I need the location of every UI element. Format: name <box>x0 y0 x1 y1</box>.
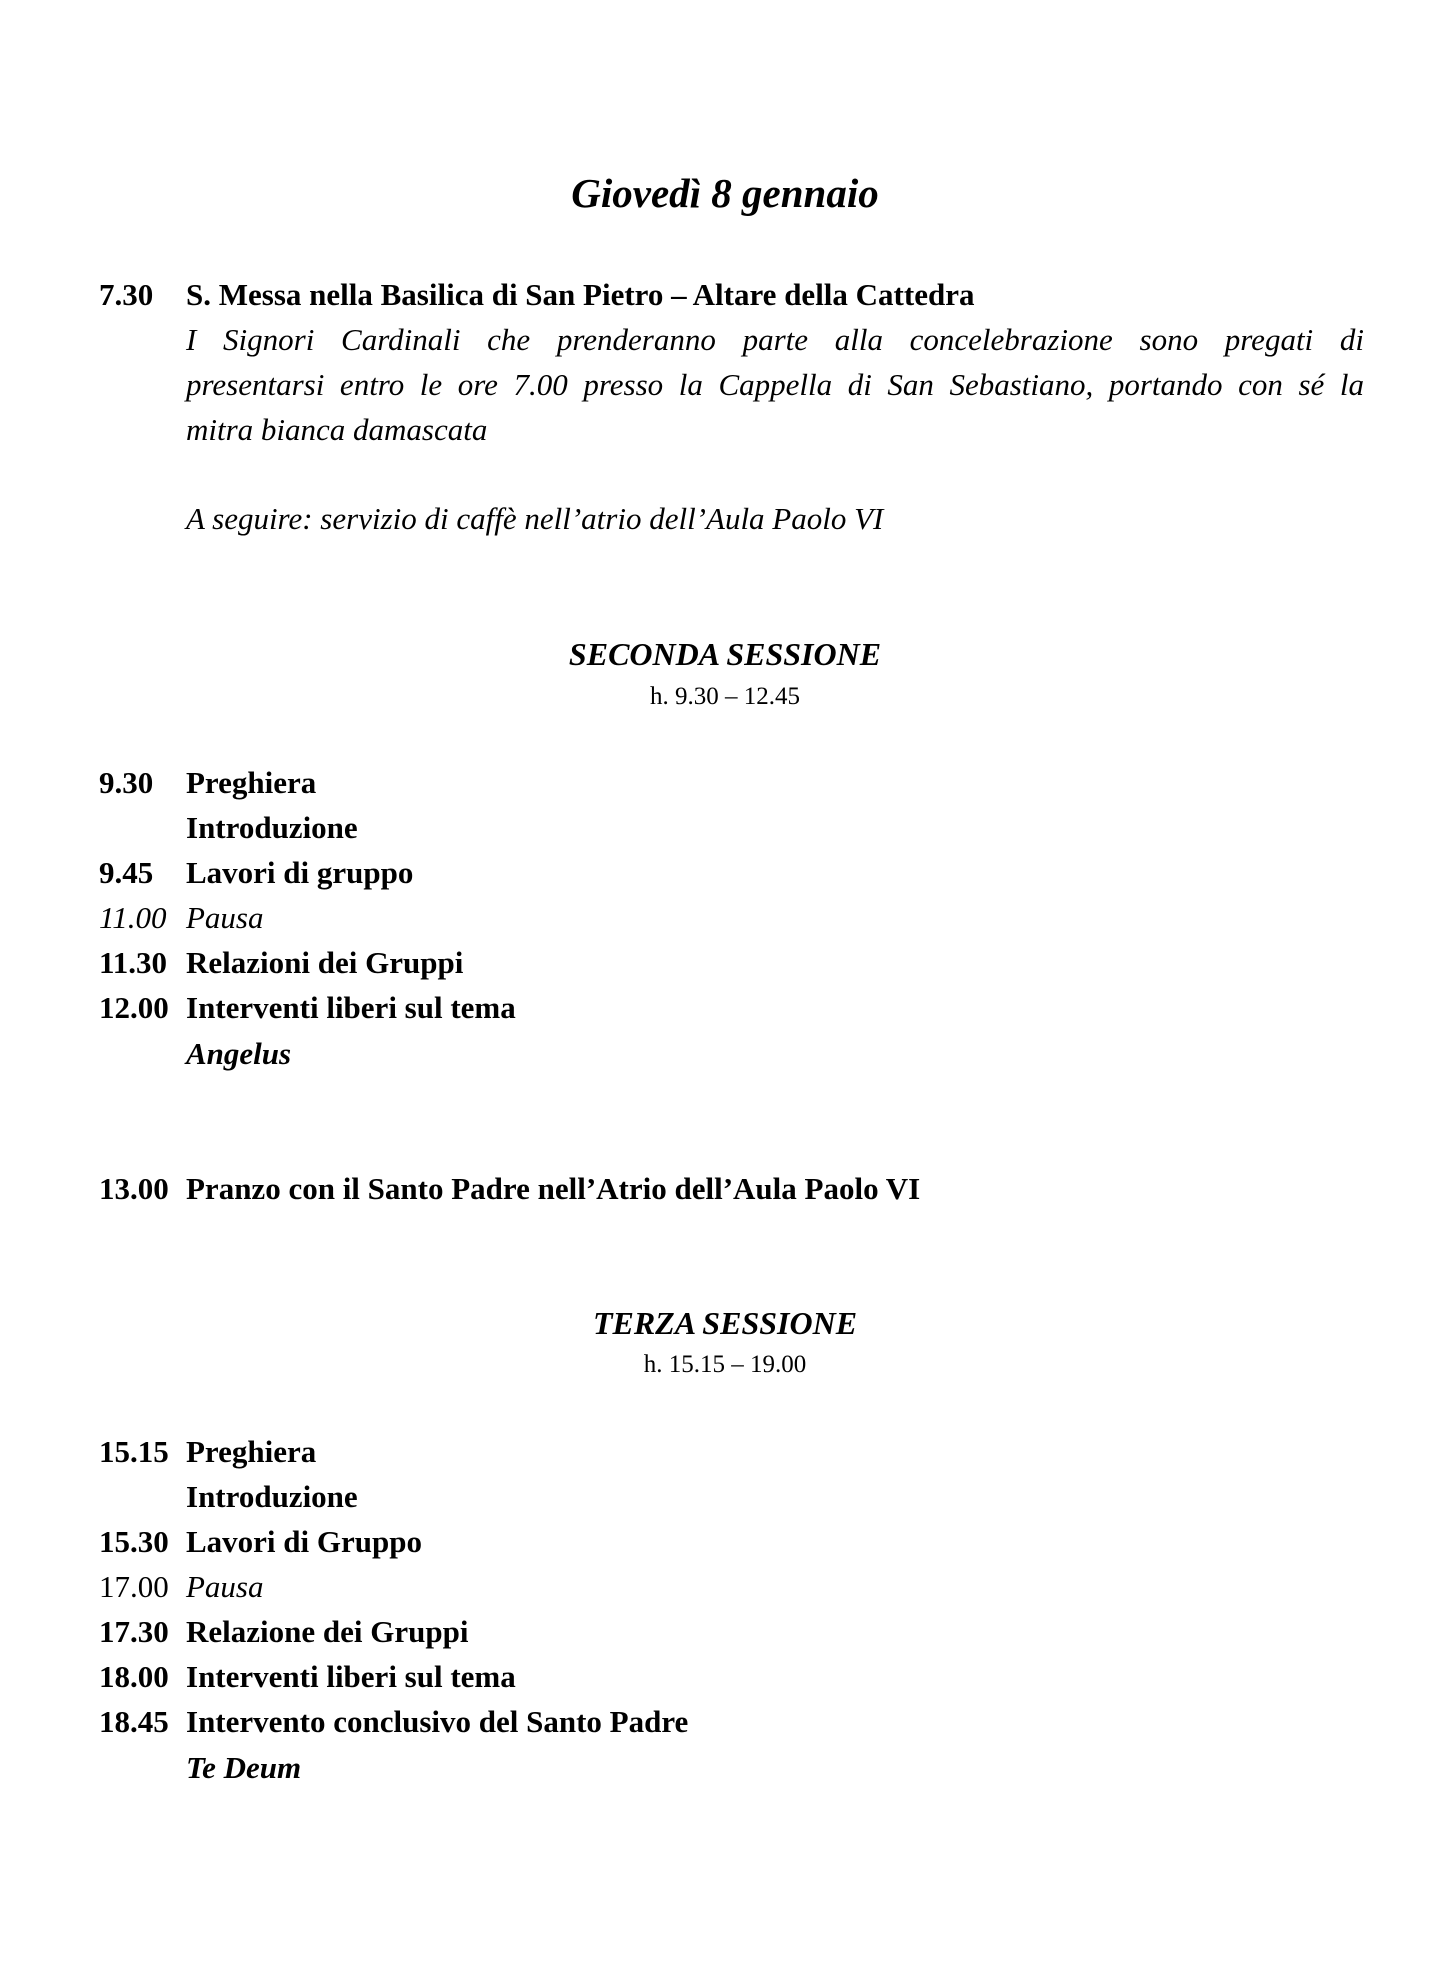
item-time: 15.15 <box>99 1434 169 1469</box>
item-label: Lavori di Gruppo <box>186 1524 422 1559</box>
item-time: 15.30 <box>99 1524 169 1559</box>
item-time: 12.00 <box>99 990 169 1025</box>
schedule-item: Angelus <box>186 1036 292 1071</box>
schedule-item <box>99 760 1369 805</box>
item-time: 17.30 <box>99 1614 169 1649</box>
mass-time: 7.30 <box>99 277 154 312</box>
schedule-item: Te Deum <box>186 1750 302 1785</box>
item-time: 11.00 <box>99 900 167 935</box>
schedule-item-pause <box>99 895 1369 940</box>
schedule-item: Introduzione <box>186 1479 358 1514</box>
schedule-item <box>99 850 1369 895</box>
mass-label: S. Messa nella Basilica di San Pietro – Altare della Cattedra <box>186 277 975 312</box>
schedule-item <box>99 1654 1369 1699</box>
item-label: Interventi liberi sul tema <box>186 1659 516 1694</box>
mass-note-line-3: mitra bianca damascata <box>186 412 488 447</box>
schedule-item <box>99 1429 1369 1474</box>
item-label: Intervento conclusivo del Santo Padre <box>186 1704 689 1739</box>
item-time: 9.30 <box>99 765 154 800</box>
item-time: 9.45 <box>99 855 154 890</box>
schedule-item <box>99 1699 1369 1744</box>
mass-note <box>186 317 1364 452</box>
session3-title: TERZA SESSIONE <box>592 1305 858 1341</box>
lunch-label: Pranzo con il Santo Padre nell’Atrio dell’Aula Paolo VI <box>186 1171 921 1206</box>
session3-hours: h. 15.15 – 19.00 <box>643 1351 807 1378</box>
item-time: 18.00 <box>99 1659 169 1694</box>
session2-title: SECONDA SESSIONE <box>568 636 882 672</box>
item-label: Interventi liberi sul tema <box>186 990 516 1025</box>
schedule-item: Introduzione <box>186 810 358 845</box>
mass-row <box>99 272 1369 317</box>
item-label: Relazione dei Gruppi <box>186 1614 469 1649</box>
session2-hours: h. 9.30 – 12.45 <box>650 683 800 710</box>
page-title: Giovedì 8 gennaio <box>571 170 879 216</box>
item-time: 17.00 <box>99 1569 169 1604</box>
item-label: Relazioni dei Gruppi <box>186 945 464 980</box>
item-label: Pausa <box>186 1569 264 1604</box>
item-label: Preghiera <box>186 765 317 800</box>
item-time: 11.30 <box>99 945 168 980</box>
schedule-item-pause <box>99 1564 1369 1609</box>
schedule-item <box>99 1609 1369 1654</box>
item-label: Preghiera <box>186 1434 317 1469</box>
mass-note-line-2: presentarsi entro le ore 7.00 presso la Cappella di San Sebastiano, portando con sé la <box>186 367 1364 402</box>
item-time: 18.45 <box>99 1704 169 1739</box>
schedule-item <box>99 940 1369 985</box>
mass-note-line-1: I Signori Cardinali che prenderanno parte alla concelebrazione sono pregati di <box>186 322 1364 357</box>
schedule-item <box>99 1519 1369 1564</box>
lunch-row <box>99 1166 1369 1211</box>
lunch-time: 13.00 <box>99 1171 169 1206</box>
schedule-item <box>99 985 1369 1030</box>
item-label: Pausa <box>186 900 264 935</box>
coffee-note: A seguire: servizio di caffè nell’atrio dell’Aula Paolo VI <box>186 501 884 536</box>
item-label: Lavori di gruppo <box>186 855 414 890</box>
